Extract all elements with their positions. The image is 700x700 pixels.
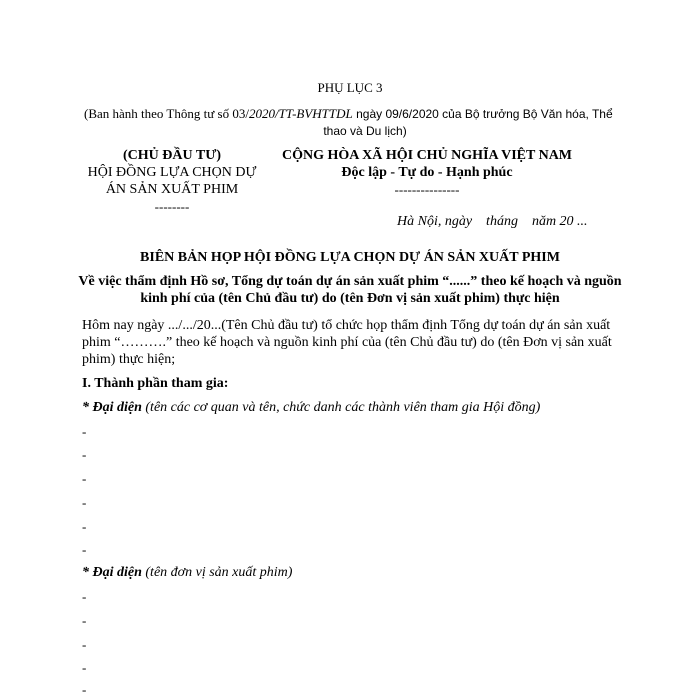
group1-representative (82, 400, 540, 416)
section1-heading: I. Thành phần tham gia: (82, 376, 229, 391)
investor-label: (CHỦ ĐẦU TƯ) (123, 148, 221, 163)
issued-suffix: ngày 09/6/2020 của Bộ trưởng Bộ Văn hóa, Thể (352, 107, 613, 121)
member-dash: - (82, 613, 87, 628)
member-dash: - (82, 519, 87, 534)
member-dash: - (82, 424, 87, 439)
member-dash: - (82, 542, 87, 557)
group2-label: * Đại diện (82, 565, 142, 580)
subject-line1: Về việc thẩm định Hồ sơ, Tổng dự toán dự án sản xuất phim “......” theo kế hoạch và nguồn (78, 274, 622, 289)
nation-heading: CỘNG HÒA XÃ HỘI CHỦ NGHĨA VIỆT NAM (282, 148, 573, 163)
group2-representative (82, 565, 292, 581)
issued-prefix: (Ban hành theo Thông tư số 03/ (84, 106, 249, 121)
member-dash: - (82, 589, 87, 604)
member-dash: - (82, 471, 87, 486)
national-motto: Độc lập - Tự do - Hạnh phúc (341, 165, 513, 180)
document-title: BIÊN BẢN HỌP HỘI ĐỒNG LỰA CHỌN DỰ ÁN SẢN XUẤT PHIM (140, 250, 560, 265)
member-dash: - (82, 637, 87, 652)
group1-description: (tên các cơ quan và tên, chức danh các thành viên tham gia Hội đồng) (141, 400, 541, 415)
member-dash: - (82, 495, 87, 510)
subject-line2: kinh phí của (tên Chủ đầu tư) do (tên Đơn vị sản xuất phim) thực hiện (140, 291, 560, 306)
group1-label: * Đại diện (82, 400, 142, 415)
right-separator: --------------- (394, 182, 460, 197)
left-separator: -------- (154, 199, 190, 214)
issued-note-line2: thao và Du lịch) (323, 124, 407, 138)
place-date: Hà Nội, ngày tháng năm 20 ... (397, 214, 588, 229)
issued-doc-number: 2020/TT-BVHTTDL (248, 106, 353, 121)
intro-line3: phim) thực hiện; (82, 352, 176, 367)
member-dash: - (82, 682, 87, 697)
appendix-title: PHỤ LỤC 3 (317, 80, 383, 95)
council-name-line1: HỘI ĐỒNG LỰA CHỌN DỰ (87, 165, 257, 180)
member-dash: - (82, 660, 87, 675)
group2-description: (tên đơn vị sản xuất phim) (141, 565, 293, 580)
intro-line1: Hôm nay ngày .../.../20...(Tên Chủ đầu tư) tổ chức họp thẩm định Tổng dự toán dự án sản xuất (82, 318, 611, 333)
council-name-line2: ÁN SẢN XUẤT PHIM (105, 182, 239, 197)
intro-line2: phim “……….” theo kế hoạch và nguồn kinh phí của (tên Chủ đầu tư) do (tên Đơn vị sản xuất (82, 335, 612, 350)
issued-note-line1 (84, 106, 613, 122)
member-dash: - (82, 447, 87, 462)
